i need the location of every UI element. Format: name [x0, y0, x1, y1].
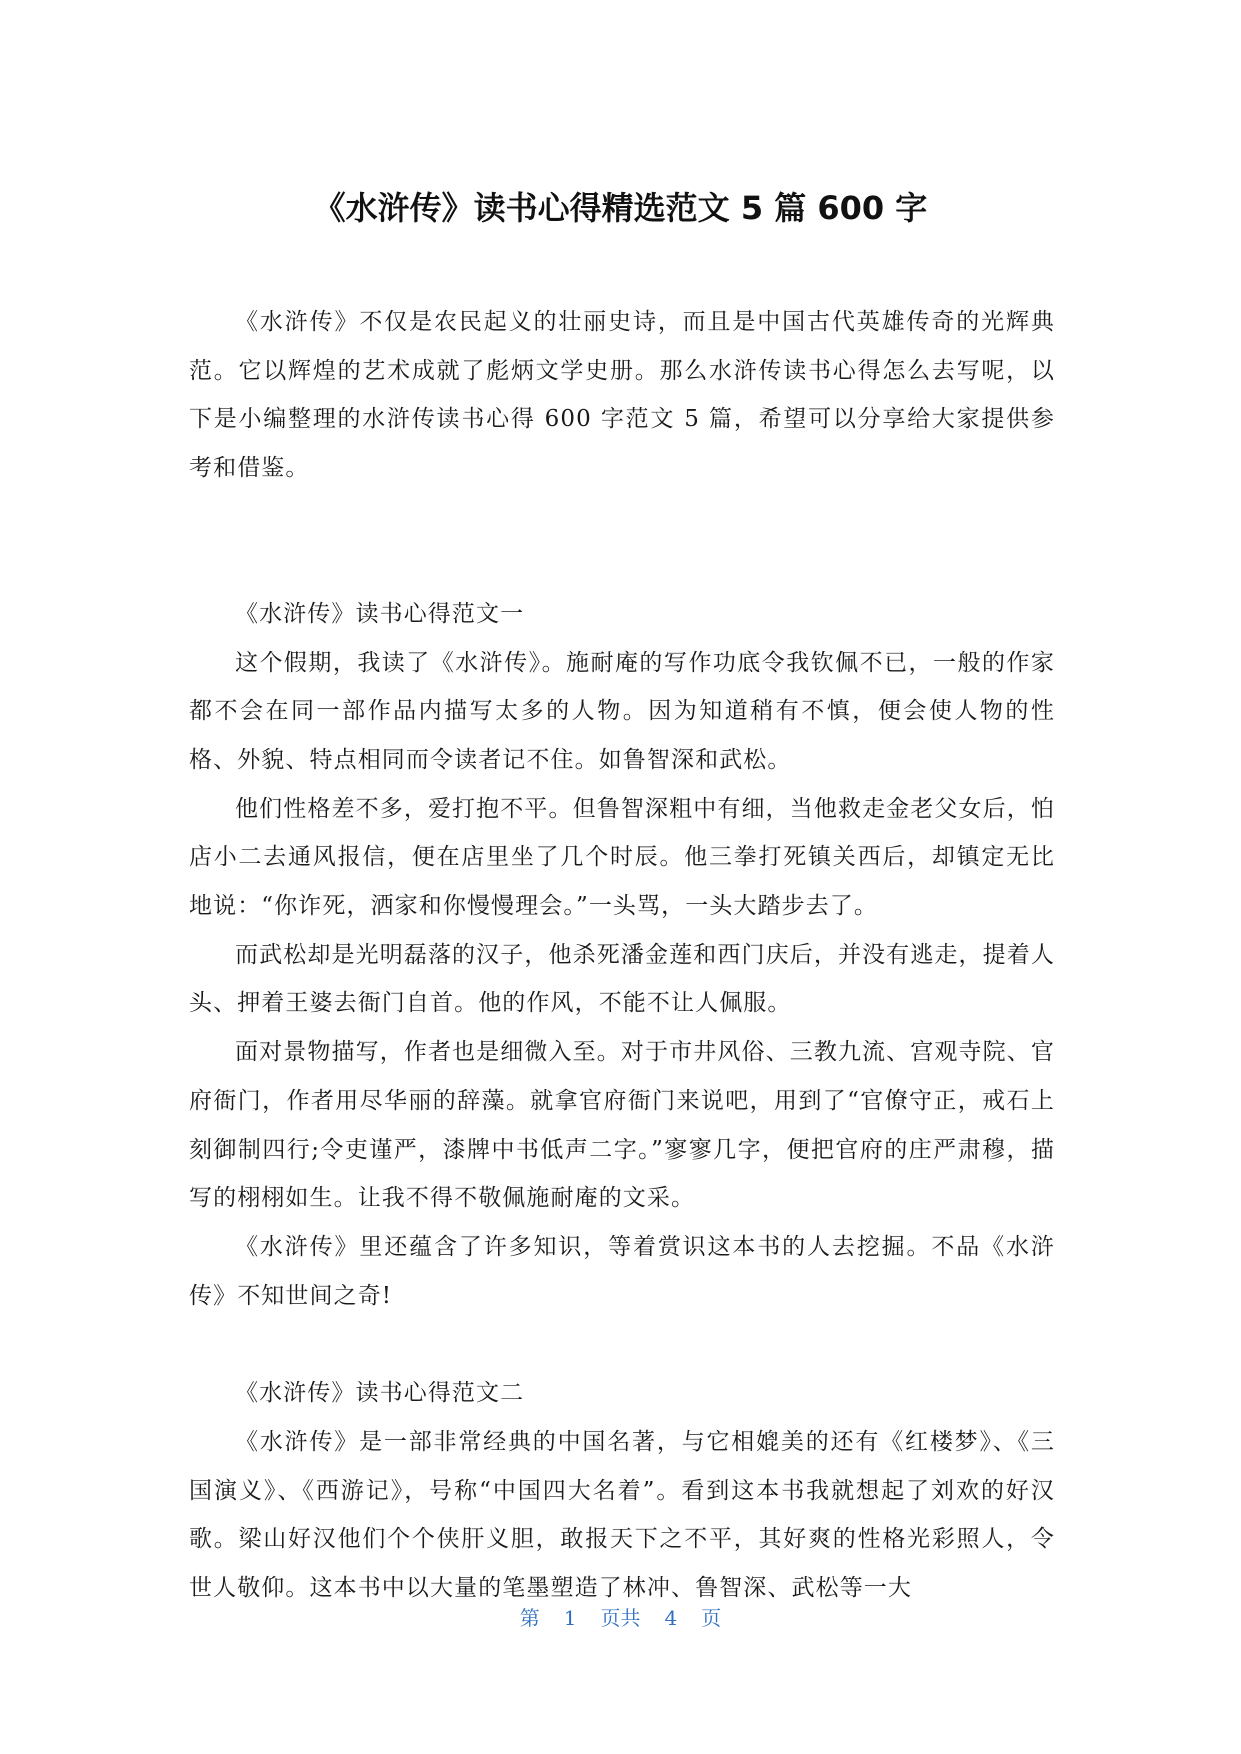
body-paragraph: 这个假期，我读了《水浒传》。施耐庵的写作功底令我钦佩不已，一般的作家都不会在同一部作品内描写太多的人物。因为知道稍有不慎，便会使人物的性格、外貌、特点相同而令读者记不住。如鲁智深和武松。 [189, 649, 1055, 773]
page-number: 1 [563, 1606, 577, 1630]
page-footer [0, 1604, 1241, 1632]
section-spacer [189, 1320, 1055, 1369]
page-suffix: 页 [701, 1606, 722, 1630]
document-body [189, 298, 1055, 1613]
section-heading: 《水浒传》读书心得范文一 [235, 600, 525, 627]
body-paragraph: 面对景物描写，作者也是细微入至。对于市井风俗、三教九流、宫观寺院、官府衙门，作者用尽华丽的辞藻。就拿官府衙门来说吧，用到了“官僚守正，戒石上刻御制四行;令吏谨严，漆牌中书低声二字。”寥寥几字，便把官府的庄严肃穆，描写的栩栩如生。让我不得不敬佩施耐庵的文采。 [189, 1039, 1055, 1212]
body-paragraph: 《水浒传》里还蕴含了许多知识，等着赏识这本书的人去挖掘。不品《水浒传》不知世间之奇! [189, 1233, 1055, 1309]
body-paragraph: 而武松却是光明磊落的汉子，他杀死潘金莲和西门庆后，并没有逃走，提着人头、押着王婆去衙门自首。他的作风，不能不让人佩服。 [189, 941, 1055, 1017]
page-unit: 页共 [600, 1606, 641, 1630]
page-total: 4 [664, 1606, 678, 1630]
section-spacer [189, 541, 1055, 590]
body-paragraph: 《水浒传》是一部非常经典的中国名著，与它相媲美的还有《红楼梦》、《三国演义》、《西游记》，号称“中国四大名着”。看到这本书我就想起了刘欢的好汉歌。梁山好汉他们个个侠肝义胆，敢报天下之不平，其好爽的性格光彩照人，令世人敬仰。这本书中以大量的笔墨塑造了林冲、鲁智深、武松等一大 [189, 1429, 1055, 1602]
body-paragraph: 他们性格差不多，爱打抱不平。但鲁智深粗中有细，当他救走金老父女后，怕店小二去通风报信，便在店里坐了几个时辰。他三拳打死镇关西后，却镇定无比地说：“你诈死，洒家和你慢慢理会。”一头骂，一头大踏步去了。 [189, 795, 1055, 920]
section-heading: 《水浒传》读书心得范文二 [235, 1380, 525, 1407]
document-title: 《水浒传》读书心得精选范文 5 篇 600 字 [313, 189, 928, 227]
intro-paragraph: 《水浒传》不仅是农民起义的壮丽史诗，而且是中国古代英雄传奇的光辉典范。它以辉煌的艺术成就了彪炳文学史册。那么水浒传读书心得怎么去写呢，以下是小编整理的水浒传读书心得 600 字范文 5 篇，希望可以分享给大家提供参考和借鉴。 [189, 309, 1055, 482]
page-label: 第 [519, 1606, 540, 1630]
